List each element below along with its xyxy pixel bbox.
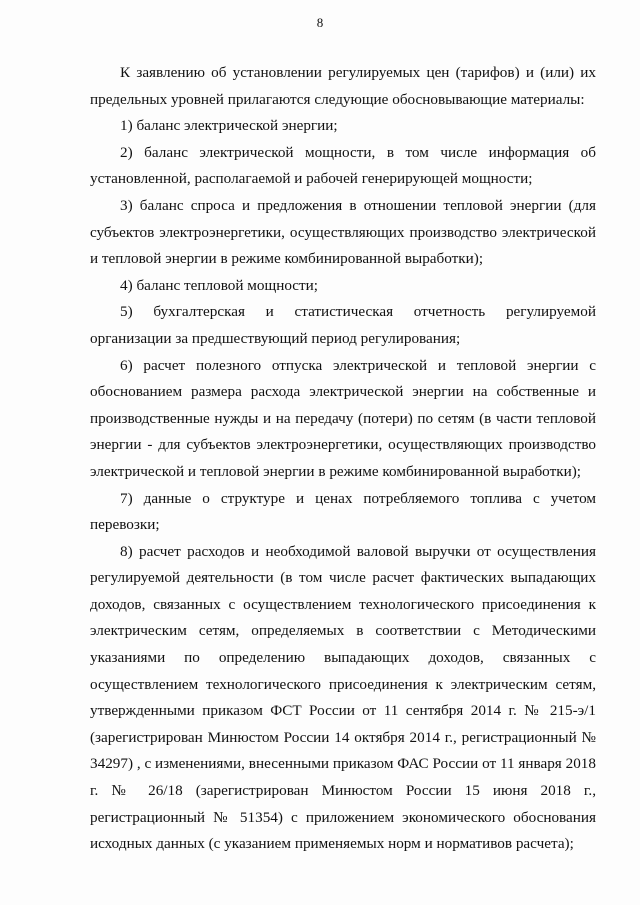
- list-item-1: 1) баланс электрической энергии;: [120, 117, 338, 135]
- list-item-4: 4) баланс тепловой мощности;: [120, 276, 319, 294]
- list-item-5: 5) бухгалтерская и статистическая отчетность регулируемой организации за предшествующий период регулирования;: [90, 303, 596, 347]
- intro-paragraph: К заявлению об установлении регулируемых цен (тарифов) и (или) их предельных уровней прилагаются следующие обосновывающие материалы:: [90, 64, 596, 108]
- list-item-3: 3) баланс спроса и предложения в отношении тепловой энергии (для субъектов электроэнергетики, осуществляющих производство электрической и тепловой энергии в режиме комбинированной выработки);: [90, 196, 596, 268]
- list-item-2: 2) баланс электрической мощности, в том числе информация об установленной, располагаемой и рабочей генерирующей мощности;: [90, 143, 596, 188]
- page-number: 8: [316, 15, 324, 30]
- list-item-8: 8) расчет расходов и необходимой валовой выручки от осуществления регулируемой деятельности (в том числе расчет фактических выпадающих доходов, связанных с осуществлением технологического присоединения к электрическим сетям, определяемых в соответствии с Методическими указаниями по определению выпадающих доходов, связанных с осуществлением технологического присоединения к электрическим сетям, утвержденными приказом ФСТ России от 11 сентября 2014 г. № 215-э/1 (зарегистрирован Минюстом России 14 октября 2014 г., регистрационный № 34297) , с изменениями, внесенными приказом ФАС России от 11 января 2018 г. № 26/18 (зарегистрирован Минюстом России 15 июня 2018 г., регистрационный № 51354) с приложением экономического обоснования исходных данных (с указанием применяемых норм и нормативов расчета);: [90, 542, 596, 853]
- document-body: [90, 60, 596, 858]
- list-item-7: 7) данные о структуре и ценах потребляемого топлива с учетом перевозки;: [90, 489, 596, 534]
- list-item-6: 6) расчет полезного отпуска электрической и тепловой энергии с обоснованием размера расхода электрической энергии на собственные и производственные нужды и на передачу (потери) по сетям (в части тепловой энергии - для субъектов электроэнергетики, осуществляющих производство электрической и тепловой энергии в режиме комбинированной выработки);: [90, 356, 596, 480]
